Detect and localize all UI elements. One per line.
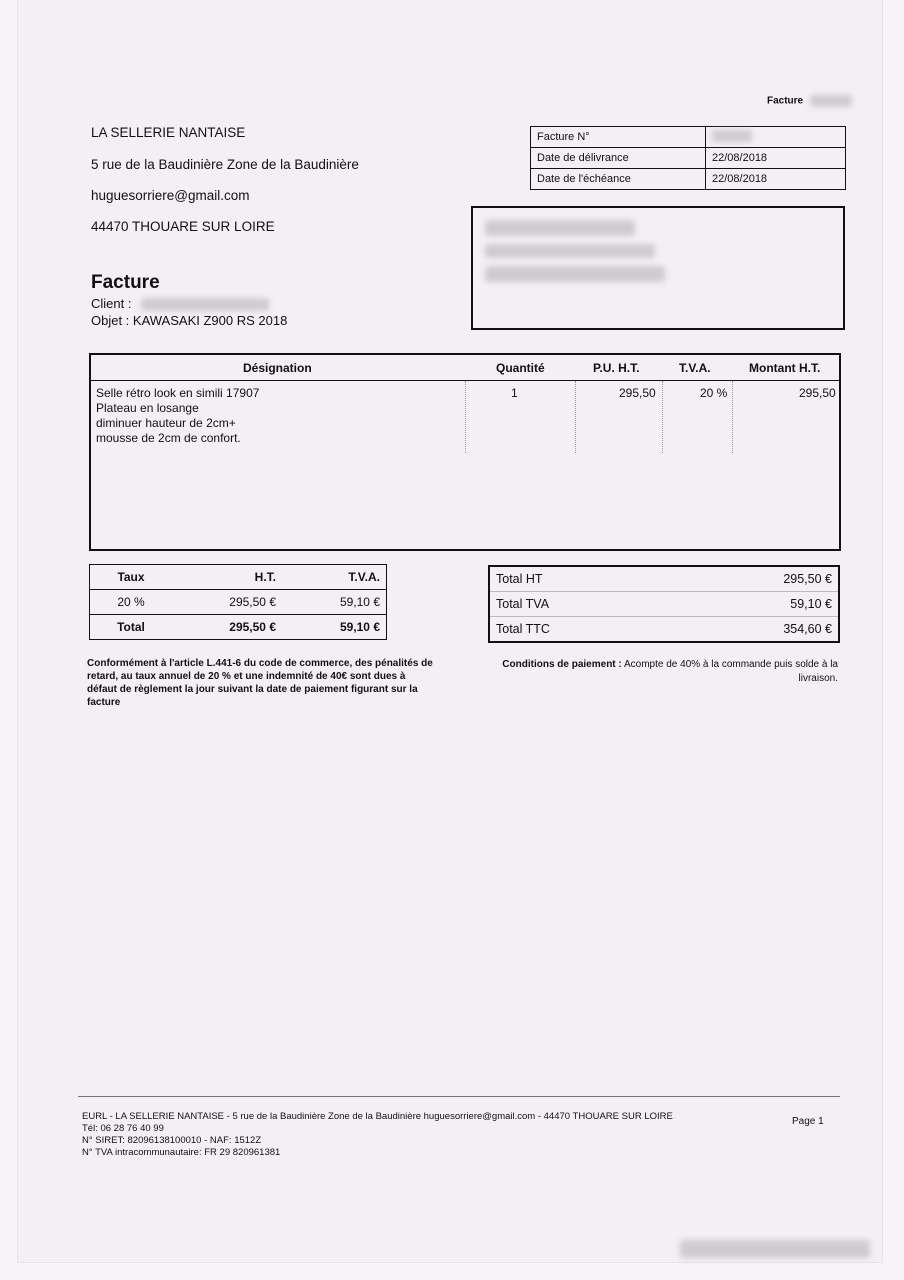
item-description-line: Plateau en losange: [96, 401, 199, 415]
tax-header-rate: Taux: [90, 565, 173, 590]
header-amount: Montant H.T.: [749, 361, 821, 375]
footer-vat-number: N° TVA intracommunautaire: FR 29 820961381: [82, 1147, 281, 1158]
item-unit-price: 295,50: [619, 386, 656, 400]
column-divider: [662, 381, 663, 453]
header-vat: T.V.A.: [679, 361, 711, 375]
total-ht-value: 295,50 €: [783, 572, 832, 586]
invoice-number-label: Facture N°: [531, 127, 706, 148]
due-date-value: 22/08/2018: [706, 169, 846, 190]
client-label: Client :: [91, 296, 132, 311]
redacted-client-line: [485, 220, 635, 236]
payment-conditions-text: Acompte de 40% à la commande puis solde à la livraison.: [623, 659, 838, 684]
tax-total-tva: 59,10 €: [282, 615, 387, 640]
item-description-line: Selle rétro look en simili 17907: [96, 386, 260, 400]
total-ht-label: Total HT: [496, 572, 543, 586]
legal-note: Conformément à l'article L.441-6 du code de commerce, des pénalités de retard, au taux annuel de 20 % et une indemnité de 40€ sont dues à défaut de règlement la jour suivant la date de paiement figurant sur la facture: [87, 658, 433, 708]
redacted-number: [810, 95, 852, 107]
company-address: 5 rue de la Baudinière Zone de la Baudinière: [91, 157, 359, 172]
item-description-line: mousse de 2cm de confort.: [96, 431, 241, 445]
header-quantity: Quantité: [496, 361, 545, 375]
tax-summary-table: [89, 564, 387, 640]
item-quantity: 1: [511, 386, 518, 400]
total-ttc-value: 354,60 €: [671, 617, 839, 643]
column-divider: [465, 381, 466, 453]
company-name: LA SELLERIE NANTAISE: [91, 125, 246, 140]
header-designation: Désignation: [243, 361, 312, 375]
client-line: [91, 296, 269, 311]
client-address-box: [471, 206, 845, 330]
tax-tva: 59,10 €: [339, 595, 380, 609]
header-unit-price: P.U. H.T.: [593, 361, 640, 375]
payment-conditions-label: Conditions de paiement :: [502, 659, 622, 670]
item-description-line: diminuer hauteur de 2cm+: [96, 416, 236, 430]
tax-total-ht: 295,50 €: [172, 615, 282, 640]
invoice-number-value: [706, 127, 846, 148]
item-amount: 295,50: [799, 386, 836, 400]
tax-header-tva: T.V.A.: [282, 565, 387, 590]
tax-header-ht: H.T.: [172, 565, 282, 590]
column-divider: [732, 381, 733, 453]
document-title: Facture: [91, 272, 160, 293]
totals-table: [488, 565, 840, 643]
redacted-client-line: [485, 266, 665, 282]
facture-reference: [767, 95, 852, 107]
footer-divider: [78, 1096, 840, 1097]
tax-rate: 20 %: [117, 595, 145, 609]
facture-reference-label: Facture: [767, 95, 804, 107]
redacted-client-name: [141, 298, 269, 311]
total-tva-label: Total TVA: [489, 592, 671, 617]
invoice-info-table: [530, 126, 846, 190]
object-line: Objet : KAWASAKI Z900 RS 2018: [91, 313, 288, 328]
tax-total-label: Total: [90, 615, 173, 640]
item-description: [96, 386, 259, 446]
due-date-label: Date de l'échéance: [531, 169, 706, 190]
redacted-watermark: [680, 1240, 870, 1258]
delivery-date-value: 22/08/2018: [706, 148, 846, 169]
company-email: huguesorriere@gmail.com: [91, 188, 250, 203]
tax-ht: 295,50 €: [229, 595, 276, 609]
total-tva-value: 59,10 €: [671, 592, 839, 617]
delivery-date-label: Date de délivrance: [531, 148, 706, 169]
footer-phone: Tél: 06 28 76 40 99: [82, 1123, 164, 1134]
company-city: 44470 THOUARE SUR LOIRE: [91, 219, 275, 234]
column-divider: [575, 381, 576, 453]
redacted-client-line: [485, 244, 655, 258]
page-number: Page 1: [792, 1116, 824, 1127]
payment-conditions: [468, 658, 838, 686]
item-vat: 20 %: [700, 386, 728, 400]
items-table: [89, 353, 841, 551]
total-ttc-label: Total TTC: [489, 617, 671, 643]
footer-company-line: EURL - LA SELLERIE NANTAISE - 5 rue de la Baudinière Zone de la Baudinière huguesorriere@gmail.com - 44470 THOUARE SUR LOIRE: [82, 1111, 673, 1122]
footer-siret: N° SIRET: 82096138100010 - NAF: 1512Z: [82, 1135, 262, 1146]
